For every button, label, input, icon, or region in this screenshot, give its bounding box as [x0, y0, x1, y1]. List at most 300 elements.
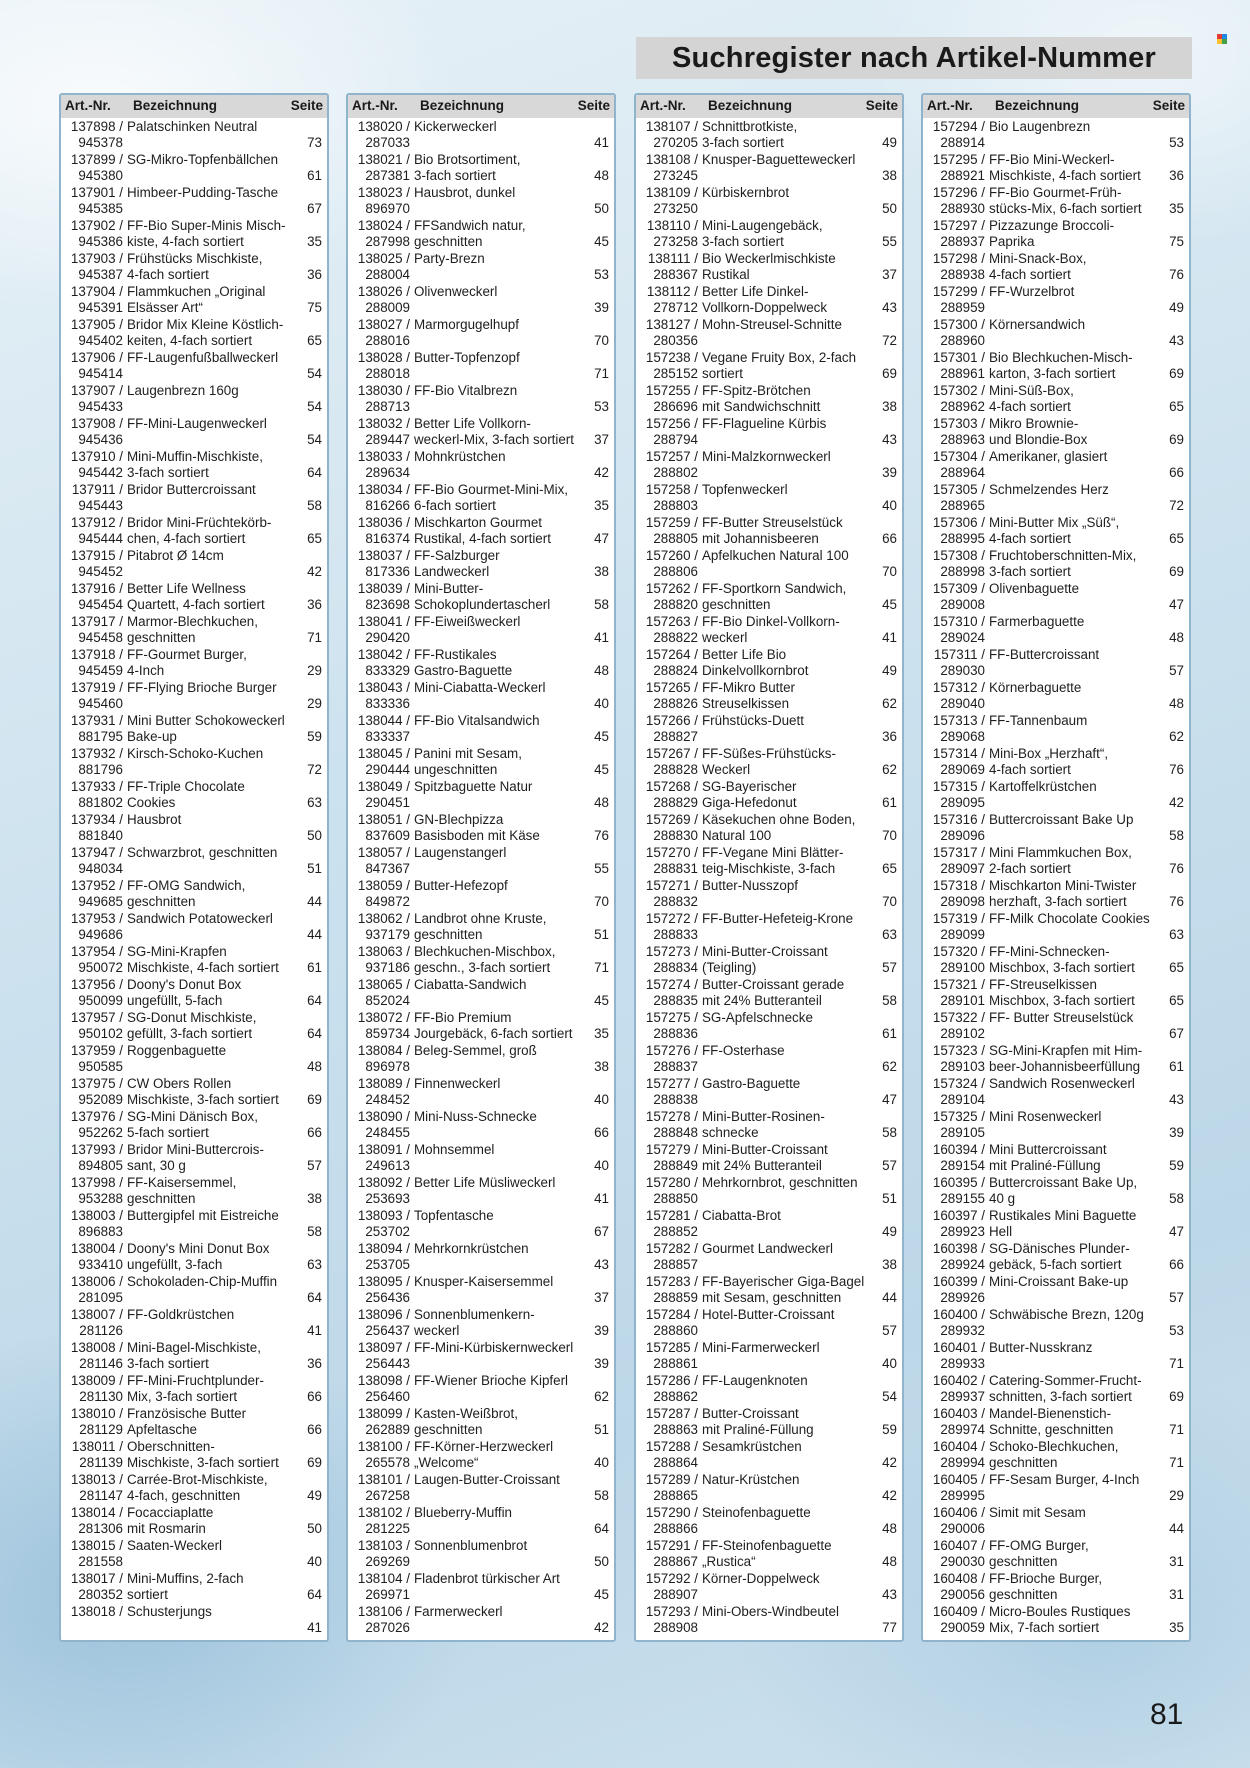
index-entry — [348, 943, 614, 976]
product-name: Knusper-Kaisersemmel — [414, 1274, 554, 1289]
article-number: 137952 / 949685 — [70, 878, 123, 909]
page-reference: 61 — [882, 1025, 897, 1041]
index-entry — [923, 1009, 1189, 1042]
product-name: Schusterjungs — [127, 1604, 212, 1619]
page-reference: 37 — [594, 431, 609, 447]
article-number: 138108 / 273245 — [645, 152, 698, 183]
article-number: 157311 / 289030 — [933, 647, 985, 678]
page-reference: 45 — [594, 728, 609, 744]
product-name: Laugenstangerl — [414, 845, 507, 860]
page-reference: 41 — [594, 134, 609, 150]
page-reference: 36 — [882, 728, 897, 744]
page-reference: 44 — [307, 893, 322, 909]
product-name: Spitzbaguette Natur — [414, 779, 533, 794]
article-number: 137904 / 945391 — [70, 284, 123, 315]
page-reference: 48 — [594, 662, 609, 678]
page-reference: 43 — [882, 431, 897, 447]
page-reference: 71 — [307, 629, 322, 645]
product-name: Mini-Butter-Rosinen- schnecke — [702, 1109, 825, 1140]
index-entry — [636, 1339, 902, 1372]
page-reference: 40 — [594, 1157, 609, 1173]
article-number: 157290 / 288866 — [645, 1505, 698, 1536]
column-header — [348, 95, 614, 118]
article-number: 138084 / 896978 — [357, 1043, 410, 1074]
article-number: 157312 / 289040 — [932, 680, 985, 711]
article-number: 137915 / 945452 — [70, 548, 123, 579]
page-reference: 62 — [882, 761, 897, 777]
index-entry — [348, 250, 614, 283]
product-name: Mini-Bagel-Mischkiste, 3-fach sortiert — [127, 1340, 261, 1371]
product-name: Panini mit Sesam, ungeschnitten — [414, 746, 522, 777]
article-number: 138034 / 816266 — [357, 482, 410, 513]
article-number: 138127 / 280356 — [645, 317, 698, 348]
page-reference: 65 — [1169, 398, 1184, 414]
page-reference: 35 — [594, 497, 609, 513]
page-reference: 47 — [882, 1091, 897, 1107]
index-entry — [61, 1438, 327, 1471]
product-name: Butter-Croissant gerade mit 24% Butteranteil — [702, 977, 845, 1008]
page-reference: 58 — [307, 1223, 322, 1239]
product-name: Laugen-Butter-Croissant — [414, 1472, 560, 1487]
page-reference: 53 — [1169, 134, 1184, 150]
index-entry — [923, 1075, 1189, 1108]
product-name: Fruchtoberschnitten-Mix, 3-fach sortiert — [989, 548, 1137, 579]
index-entry — [636, 1141, 902, 1174]
product-name: Mini-Croissant Bake-up — [989, 1274, 1129, 1289]
product-name: FF-Sesam Burger, 4-Inch — [989, 1472, 1140, 1487]
product-name: FF-Bayerischer Giga-Bagel mit Sesam, geschnitten — [702, 1274, 865, 1305]
product-name: SG-Bayerischer Giga-Hefedonut — [702, 779, 797, 810]
product-name: FF-Bio Vitalsandwich — [414, 713, 540, 728]
product-name: FF- Butter Streuselstück — [989, 1010, 1134, 1025]
page-reference: 62 — [1169, 728, 1184, 744]
article-number: 157275 / 288836 — [645, 1010, 698, 1041]
page-reference: 50 — [307, 1520, 322, 1536]
article-number: 160409 / 290059 — [932, 1604, 985, 1635]
article-number: 160403 / 289974 — [932, 1406, 985, 1437]
index-entry — [348, 448, 614, 481]
index-entry — [923, 1372, 1189, 1405]
product-name: FF-OMG Burger, geschnitten — [989, 1538, 1089, 1569]
page-reference: 64 — [307, 1025, 322, 1041]
product-name: GN-Blechpizza Basisboden mit Käse — [414, 812, 540, 843]
page-reference: 42 — [307, 563, 322, 579]
article-number: 138063 / 937186 — [357, 944, 410, 975]
article-number: 138043 / 833336 — [357, 680, 410, 711]
page-reference: 43 — [594, 1256, 609, 1272]
page-reference: 76 — [1169, 860, 1184, 876]
product-name: Apfelkuchen Natural 100 — [702, 548, 849, 563]
product-name: FF-Steinofenbaguette „Rustica“ — [702, 1538, 832, 1569]
product-name: FF-Butter-Hefeteig-Krone — [702, 911, 854, 926]
product-name: SG-Mini-Krapfen Mischkiste, 4-fach sortiert — [127, 944, 279, 975]
product-name: FF-Butter Streuselstück mit Johannisbeeren — [702, 515, 843, 546]
product-name: Bio Weckerlmischkiste Rustikal — [702, 251, 836, 282]
page-reference: 49 — [307, 1487, 322, 1503]
column-header — [636, 95, 902, 118]
index-entry — [61, 1141, 327, 1174]
index-entry — [348, 1240, 614, 1273]
article-number: 157274 / 288835 — [645, 977, 698, 1008]
article-number: 157258 / 288803 — [645, 482, 698, 513]
index-entry — [61, 1075, 327, 1108]
index-entry — [61, 283, 327, 316]
article-number: 157313 / 289068 — [932, 713, 985, 744]
article-number: 137976 / 952262 — [70, 1109, 123, 1140]
column-header — [923, 95, 1189, 118]
article-number: 138027 / 288016 — [357, 317, 410, 348]
article-number: 157319 / 289099 — [932, 911, 985, 942]
index-entry — [636, 1009, 902, 1042]
page-reference: 49 — [882, 662, 897, 678]
page-reference: 59 — [307, 728, 322, 744]
article-number: 138111 / 288367 — [647, 251, 698, 282]
product-name: Party-Brezn — [414, 251, 485, 266]
article-number: 138057 / 847367 — [357, 845, 410, 876]
index-entry — [348, 151, 614, 184]
product-name: Mini-Süß-Box, 4-fach sortiert — [989, 383, 1074, 414]
page-reference: 64 — [307, 992, 322, 1008]
page-reference: 65 — [307, 332, 322, 348]
header-art-nr: Art.-Nr. — [352, 98, 398, 113]
product-name: Schwäbische Brezn, 120g — [989, 1307, 1144, 1322]
page-reference: 51 — [882, 1190, 897, 1206]
product-name: Bio Brotsortiment, 3-fach sortiert — [414, 152, 521, 183]
index-entry — [923, 349, 1189, 382]
article-number: 160405 / 289995 — [932, 1472, 985, 1503]
article-number: 137903 / 945387 — [70, 251, 123, 282]
product-name: FF-Osterhase — [702, 1043, 785, 1058]
product-name: Bridor Mix Kleine Köstlich- keiten, 4-fach sortiert — [127, 317, 284, 348]
article-number: 157262 / 288820 — [645, 581, 698, 612]
index-entry — [923, 184, 1189, 217]
page-reference: 72 — [307, 761, 322, 777]
index-entry — [636, 976, 902, 1009]
index-entry — [61, 910, 327, 943]
product-name: Blueberry-Muffin — [414, 1505, 512, 1520]
index-entry — [923, 217, 1189, 250]
product-name: Mini-Box „Herzhaft“, 4-fach sortiert — [989, 746, 1109, 777]
article-number: 157296 / 288930 — [932, 185, 985, 216]
index-entry — [348, 382, 614, 415]
article-number: 137918 / 945459 — [70, 647, 123, 678]
index-entry — [923, 580, 1189, 613]
product-name: Körner-Doppelweck — [702, 1571, 820, 1586]
article-number: 160400 / 289932 — [932, 1307, 985, 1338]
product-name: Mehrkornbrot, geschnitten — [702, 1175, 858, 1190]
product-name: Hotel-Butter-Croissant — [702, 1307, 835, 1322]
product-name: Butter-Topfenzopf — [414, 350, 520, 365]
product-name: Knusper-Baguetteweckerl — [702, 152, 856, 167]
page-reference: 73 — [307, 134, 322, 150]
index-entry — [923, 547, 1189, 580]
article-number: 137912 / 945444 — [70, 515, 123, 546]
product-name: Better Life Wellness Quartett, 4-fach sortiert — [127, 581, 265, 612]
product-name: FF-Mini-Schnecken- Mischbox, 3-fach sortiert — [989, 944, 1135, 975]
page-reference: 58 — [882, 992, 897, 1008]
page-reference: 63 — [307, 794, 322, 810]
product-name: Finnenweckerl — [414, 1076, 501, 1091]
product-name: Bridor Buttercroissant — [127, 482, 256, 497]
index-entry — [636, 283, 902, 316]
page-reference: 62 — [882, 695, 897, 711]
page-reference: 40 — [594, 1091, 609, 1107]
index-entry — [923, 151, 1189, 184]
index-entry — [61, 217, 327, 250]
page-reference: 57 — [307, 1157, 322, 1173]
article-number: 138072 / 859734 — [357, 1010, 410, 1041]
header-bezeichnung: Bezeichnung — [995, 98, 1080, 113]
index-entry — [348, 1471, 614, 1504]
product-name: Mini-Malzkornweckerl — [702, 449, 831, 464]
index-entry — [348, 1504, 614, 1537]
article-number: 157292 / 288907 — [645, 1571, 698, 1602]
product-name: Bio Laugenbrezn — [989, 119, 1091, 134]
product-name: Fladenbrot türkischer Art — [414, 1571, 560, 1586]
page-reference: 61 — [882, 794, 897, 810]
article-number: 138112 / 278712 — [646, 284, 698, 315]
page-reference: 65 — [307, 530, 322, 546]
page-reference: 39 — [1169, 1124, 1184, 1140]
page-reference: 48 — [594, 167, 609, 183]
product-name: FF-Bio Super-Minis Misch- kiste, 4-fach sortiert — [127, 218, 286, 249]
article-number: 157306 / 288995 — [932, 515, 985, 546]
index-entry — [636, 877, 902, 910]
page-reference: 76 — [1169, 266, 1184, 282]
page-reference: 72 — [1169, 497, 1184, 513]
index-entry — [923, 316, 1189, 349]
index-entry — [923, 283, 1189, 316]
article-number: 157270 / 288831 — [645, 845, 698, 876]
index-entry — [923, 745, 1189, 778]
product-name: FF-Kaisersemmel, geschnitten — [127, 1175, 237, 1206]
product-name: FF-Vegane Mini Blätter- teig-Mischkiste, 3-fach — [702, 845, 844, 876]
article-number: 157308 / 288998 — [932, 548, 985, 579]
index-entry — [61, 1273, 327, 1306]
article-number: 138006 / 281095 — [70, 1274, 123, 1305]
page-reference: 38 — [594, 563, 609, 579]
index-entry — [348, 1174, 614, 1207]
article-number: 157305 / 288965 — [932, 482, 985, 513]
product-name: Marmorgugelhupf — [414, 317, 519, 332]
page-reference: 31 — [1169, 1553, 1184, 1569]
product-name: Kartoffelkrüstchen — [989, 779, 1097, 794]
index-entry — [923, 679, 1189, 712]
article-number: 138017 / 280352 — [70, 1571, 123, 1602]
article-number: 138102 / 281225 — [357, 1505, 410, 1536]
product-name: Doony's Donut Box ungefüllt, 5-fach — [127, 977, 242, 1008]
product-name: SG-Mini-Krapfen mit Him- beer-Johannisbeerfüllung — [989, 1043, 1143, 1074]
product-name: FF-Bio Premium Jourgebäck, 6-fach sortiert — [414, 1010, 573, 1041]
index-entry — [348, 580, 614, 613]
index-entry — [923, 1141, 1189, 1174]
page-reference: 42 — [594, 464, 609, 480]
article-number: 157276 / 288837 — [645, 1043, 698, 1074]
index-entry — [923, 1174, 1189, 1207]
article-number: 137947 / 948034 — [70, 845, 123, 876]
page-reference: 29 — [307, 662, 322, 678]
page-reference: 75 — [1169, 233, 1184, 249]
article-number: 157285 / 288861 — [645, 1340, 698, 1371]
article-number: 157325 / 289105 — [932, 1109, 985, 1140]
page-reference: 40 — [594, 1454, 609, 1470]
article-number: 160394 / 289154 — [932, 1142, 985, 1173]
product-name: Amerikaner, glasiert — [989, 449, 1108, 464]
article-number: 157269 / 288830 — [645, 812, 698, 843]
product-name: SG-Mini Dänisch Box, 5-fach sortiert — [127, 1109, 258, 1140]
page-reference: 47 — [594, 530, 609, 546]
index-entry — [61, 943, 327, 976]
article-number: 160407 / 290030 — [932, 1538, 985, 1569]
page-reference: 44 — [307, 926, 322, 942]
page-reference: 58 — [1169, 1190, 1184, 1206]
article-number: 138009 / 281130 — [70, 1373, 123, 1404]
index-entry — [61, 1240, 327, 1273]
article-number: 138049 / 290451 — [357, 779, 410, 810]
article-number: 157303 / 288963 — [932, 416, 985, 447]
page-reference: 48 — [882, 1553, 897, 1569]
product-name: Olivenweckerl — [414, 284, 498, 299]
page-reference: 48 — [1169, 629, 1184, 645]
product-name: Mini-Nuss-Schnecke — [414, 1109, 537, 1124]
index-entry — [636, 118, 902, 151]
index-entry — [636, 547, 902, 580]
index-entry — [923, 118, 1189, 151]
article-number: 137906 / 945414 — [70, 350, 123, 381]
index-entry — [636, 1174, 902, 1207]
article-number: 138020 / 287033 — [357, 119, 410, 150]
product-name: FF-Süßes-Frühstücks- Weckerl — [702, 746, 836, 777]
article-number: 137953 / 949686 — [70, 911, 123, 942]
index-entry — [923, 877, 1189, 910]
index-entry — [61, 1174, 327, 1207]
index-entry — [923, 1306, 1189, 1339]
article-number: 157318 / 289098 — [932, 878, 985, 909]
product-name: Palatschinken Neutral — [127, 119, 258, 134]
index-entry — [923, 1438, 1189, 1471]
product-name: Doony's Mini Donut Box ungefüllt, 3-fach — [127, 1241, 270, 1272]
index-entry — [61, 877, 327, 910]
index-entry — [61, 1537, 327, 1570]
product-name: FF-Mini-Fruchtplunder- Mix, 3-fach sortiert — [127, 1373, 264, 1404]
product-name: Vegane Fruity Box, 2-fach sortiert — [702, 350, 857, 381]
index-entry — [61, 1504, 327, 1537]
page-reference: 51 — [594, 926, 609, 942]
page-reference: 45 — [594, 1586, 609, 1602]
product-name: FF-Goldkrüstchen — [127, 1307, 235, 1322]
page-reference: 58 — [594, 1487, 609, 1503]
index-entry — [923, 646, 1189, 679]
product-name: Mini-Butter-Croissant (Teigling) — [702, 944, 828, 975]
product-name: FF-Brioche Burger, geschnitten — [989, 1571, 1103, 1602]
page-reference: 66 — [1169, 1256, 1184, 1272]
page-reference: 65 — [1169, 959, 1184, 975]
article-number: 157281 / 288852 — [645, 1208, 698, 1239]
index-entry — [61, 184, 327, 217]
index-entry — [636, 481, 902, 514]
index-entry — [636, 1240, 902, 1273]
page-reference: 42 — [882, 1487, 897, 1503]
product-name: SG-Dänisches Plunder- gebäck, 5-fach sortiert — [989, 1241, 1130, 1272]
article-number: 157315 / 289095 — [932, 779, 985, 810]
product-name: SG-Donut Mischkiste, gefüllt, 3-fach sortiert — [127, 1010, 257, 1041]
article-number: 157278 / 288848 — [645, 1109, 698, 1140]
index-entry — [348, 613, 614, 646]
article-number: 137998 / 953288 — [70, 1175, 123, 1206]
article-number: 138041 / 290420 — [357, 614, 410, 645]
article-number: 138099 / 262889 — [357, 1406, 410, 1437]
page-number: 81 — [1150, 1698, 1184, 1731]
page-reference: 57 — [882, 959, 897, 975]
index-entry — [348, 1537, 614, 1570]
index-entry — [636, 679, 902, 712]
index-entry — [636, 151, 902, 184]
product-name: FF-Buttercroissant — [989, 647, 1100, 662]
page-reference: 35 — [594, 1025, 609, 1041]
product-name: Hausbrot, dunkel — [414, 185, 516, 200]
page-reference: 54 — [307, 398, 322, 414]
product-name: Mehrkornkrüstchen — [414, 1241, 529, 1256]
page-reference: 53 — [1169, 1322, 1184, 1338]
page-reference: 67 — [307, 200, 322, 216]
product-name: Französische Butter Apfeltasche — [127, 1406, 247, 1437]
product-name: Rustikales Mini Baguette Hell — [989, 1208, 1137, 1239]
article-number: 157294 / 288914 — [932, 119, 985, 150]
index-entry — [348, 514, 614, 547]
product-name: Kasten-Weißbrot, geschnitten — [414, 1406, 518, 1437]
article-number: 137908 / 945436 — [70, 416, 123, 447]
article-number: 157298 / 288938 — [932, 251, 985, 282]
index-entry — [923, 943, 1189, 976]
product-name: FF-Mini-Kürbiskernweckerl — [414, 1340, 574, 1355]
index-entry — [636, 1537, 902, 1570]
article-number: 157323 / 289103 — [932, 1043, 985, 1074]
index-entry — [923, 1042, 1189, 1075]
article-number: 157302 / 288962 — [932, 383, 985, 414]
page-reference: 44 — [882, 1289, 897, 1305]
product-name: Laugenbrezn 160g — [127, 383, 239, 398]
page-reference: 76 — [1169, 761, 1184, 777]
product-name: Schokoladen-Chip-Muffin — [127, 1274, 278, 1289]
article-number: 157310 / 289024 — [932, 614, 985, 645]
index-entry — [636, 184, 902, 217]
article-number: 138059 / 849872 — [357, 878, 410, 909]
article-number: 157320 / 289100 — [932, 944, 985, 975]
article-number: 157301 / 288961 — [932, 350, 985, 381]
article-number: 138107 / 270205 — [645, 119, 698, 150]
index-entry — [61, 1405, 327, 1438]
product-name: Mini-Snack-Box, 4-fach sortiert — [989, 251, 1087, 282]
page-reference: 36 — [307, 266, 322, 282]
product-name: FF-Streuselkissen Mischbox, 3-fach sortiert — [989, 977, 1135, 1008]
article-number: 138036 / 816374 — [357, 515, 410, 546]
page-reference: 66 — [307, 1421, 322, 1437]
article-number: 137954 / 950072 — [70, 944, 123, 975]
product-name: Landbrot ohne Kruste, geschnitten — [414, 911, 547, 942]
product-name: Catering-Sommer-Frucht- schnitten, 3-fach sortiert — [989, 1373, 1142, 1404]
entry-list — [923, 118, 1189, 1636]
page-reference: 45 — [594, 761, 609, 777]
page-reference: 70 — [882, 827, 897, 843]
article-number: 137975 / 952089 — [70, 1076, 123, 1107]
index-entry — [923, 613, 1189, 646]
index-entry — [636, 745, 902, 778]
article-number: 138007 / 281126 — [70, 1307, 123, 1338]
article-number: 138018 / — [70, 1604, 123, 1619]
index-entry — [636, 1306, 902, 1339]
product-name: Better Life Müsliweckerl — [414, 1175, 556, 1190]
page-reference: 41 — [307, 1619, 322, 1635]
